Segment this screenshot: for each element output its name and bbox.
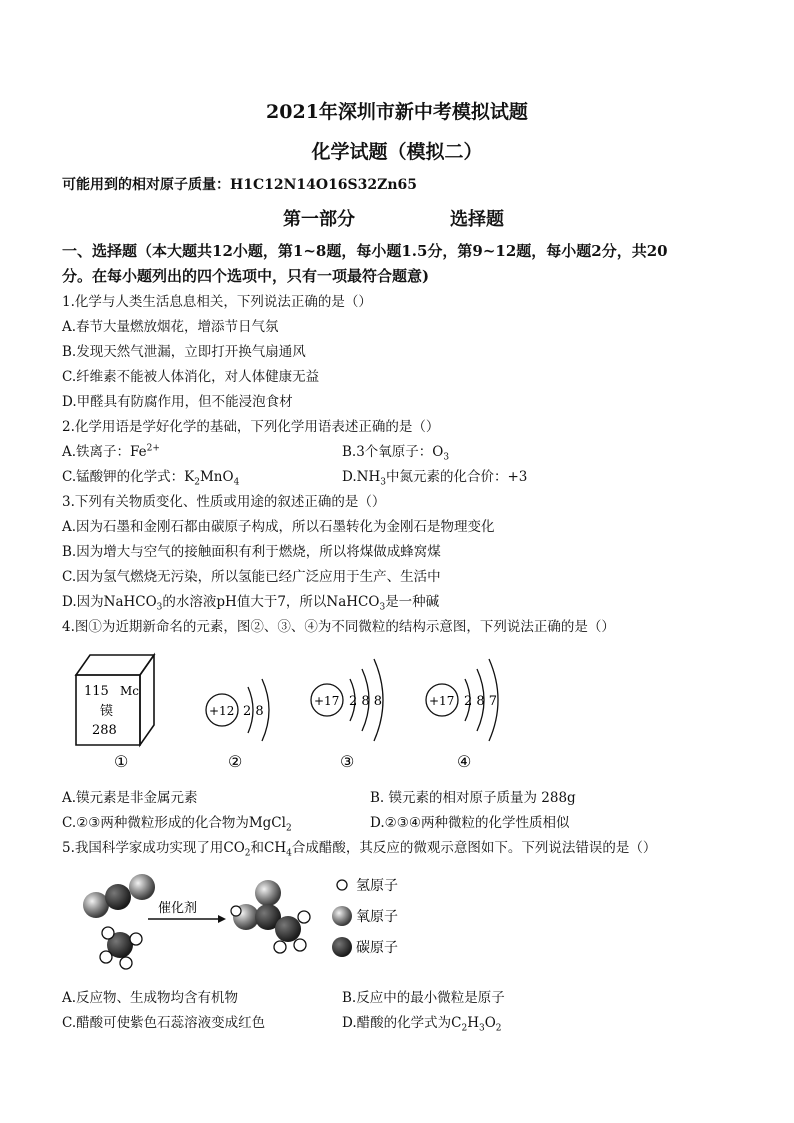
ch4-molecule (100, 927, 142, 969)
nucleus-charge: +17 (314, 694, 340, 708)
nucleus-charge: +17 (429, 694, 455, 708)
element-mass: 288 (92, 723, 117, 738)
question-2-stem: 2.化学用语是学好化学的基础，下列化学用语表述正确的是（） (62, 419, 440, 435)
question-1-option-b: B.发现天然气泄漏，立即打开换气扇通风 (62, 344, 306, 360)
hydrogen-atom (294, 939, 306, 951)
question-5-option-a: A.反应物、生成物均含有机物 (62, 990, 239, 1006)
question-3-option-a: A.因为石墨和金刚石都由碳原子构成，所以石墨转化为金刚石是物理变化 (62, 519, 495, 535)
hydrogen-atom (102, 927, 114, 939)
question-4-option-a: A.镆元素是非金属元素 (62, 790, 198, 806)
figure-label-3: ③ (340, 752, 355, 771)
question-1-stem: 1.化学与人类生活息息相关，下列说法正确的是（） (62, 294, 372, 310)
element-symbol: Mc (120, 684, 140, 698)
element-atomic-number: 115 (84, 684, 109, 699)
question-4-option-c: C.②③两种微粒形成的化合物为MgCl$_2$ (62, 815, 292, 834)
hydrogen-atom (100, 951, 112, 963)
legend-hydrogen: 氢原子 (356, 878, 398, 894)
atomic-masses: 可能用到的相对原子质量：H1C12N14O16S32Zn65 (62, 177, 418, 193)
catalyst-arrow (148, 915, 226, 923)
atom-diagram-2 (206, 679, 269, 741)
page-title: 2021年深圳市新中考模拟试题 (266, 101, 528, 123)
question-2-option-d: $D.NH_3$中氮元素的化合价：+3 (342, 469, 528, 488)
figure-label-4: ④ (457, 752, 472, 771)
acetic-acid-molecule (231, 880, 310, 953)
question-4-stem: 4.图①为近期新命名的元素，图②、③、④为不同微粒的结构示意图，下列说法正确的是（） (62, 619, 615, 635)
oxygen-legend-icon (332, 906, 352, 926)
shell-electrons: 2 8 7 (464, 694, 498, 709)
figure-label-2: ② (228, 752, 243, 771)
question-3-option-b: B.因为增大与空气的接触面积有利于燃烧，所以将煤做成蜂窝煤 (62, 544, 441, 560)
co2-molecule (83, 874, 155, 918)
element-name: 镆 (100, 704, 114, 719)
hydrogen-atom (120, 957, 132, 969)
hydrogen-atom (298, 911, 310, 923)
legend-carbon: 碳原子 (356, 940, 398, 956)
carbon-legend-icon (332, 937, 352, 957)
question-4-figure (60, 645, 520, 775)
figure-label-1: ① (114, 752, 129, 771)
shell-electrons: 2 8 8 (349, 694, 383, 709)
question-4-option-d: D.②③④两种微粒的化学性质相似 (370, 815, 570, 831)
question-1-option-c: C.纤维素不能被人体消化，对人体健康无益 (62, 369, 320, 385)
legend (332, 878, 398, 957)
question-3-option-d: D.因为NaHCO$_3$的水溶液pH值大于7，所以NaHCO$_3$是一种碱 (62, 594, 440, 613)
question-1-option-d: D.甲醛具有防腐作用，但不能浸泡食材 (62, 394, 293, 410)
hydrogen-atom (130, 933, 142, 945)
question-5-option-b: B.反应中的最小微粒是原子 (342, 990, 505, 1006)
atom-diagram-3 (311, 659, 383, 741)
part-title: 选择题 (450, 209, 504, 230)
section-instructions-line1: 一、选择题（本大题共12小题，第1~8题，每小题1.5分，第9~12题，每小题2分，共20 (62, 242, 668, 260)
catalyst-label: 催化剂 (158, 901, 198, 916)
oxygen-atom (255, 880, 281, 906)
question-5-figure (60, 865, 440, 980)
nucleus-charge: +12 (209, 704, 235, 718)
page-subtitle: 化学试题（模拟二） (311, 141, 483, 163)
question-1-option-a: A.春节大量燃放烟花，增添节日气氛 (62, 319, 279, 335)
hydrogen-atom (231, 906, 241, 916)
question-3-stem: 3.下列有关物质变化、性质或用途的叙述正确的是（） (62, 494, 386, 510)
oxygen-atom (129, 874, 155, 900)
shell-electrons: 2 8 (243, 704, 264, 719)
question-4-option-b: B. 镆元素的相对原子质量为 288g (370, 790, 576, 806)
question-2-option-b: B.3个氧原子：$O_3$ (342, 444, 450, 463)
hydrogen-atom (274, 941, 286, 953)
atom-diagram-4 (426, 659, 498, 741)
question-5-option-c: C.醋酸可使紫色石蕊溶液变成红色 (62, 1015, 266, 1031)
question-5-stem: 5.我国科学家成功实现了用$CO_2$和$CH_4$合成醋酸，其反应的微观示意图如下。下列说法错误的是（） (62, 840, 657, 859)
question-2-option-c: C.锰酸钾的化学式：$K_2MnO_4$ (62, 469, 240, 488)
cube-side (140, 655, 154, 745)
carbon-atom (105, 884, 131, 910)
legend-oxygen: 氧原子 (356, 909, 398, 925)
section-instructions-line2: 分。在每小题列出的四个选项中，只有一项最符合题意) (62, 267, 430, 285)
question-3-option-c: C.因为氢气燃烧无污染，所以氢能已经广泛应用于生产、生活中 (62, 569, 441, 585)
carbon-atom (275, 916, 301, 942)
question-5-option-d: D.醋酸的化学式为$C_2H_3O_2$ (342, 1015, 502, 1034)
question-2-option-a: A.铁离子：$Fe^{2+}$ (62, 443, 160, 460)
hydrogen-legend-icon (337, 880, 347, 890)
part-label: 第一部分 (283, 209, 355, 230)
